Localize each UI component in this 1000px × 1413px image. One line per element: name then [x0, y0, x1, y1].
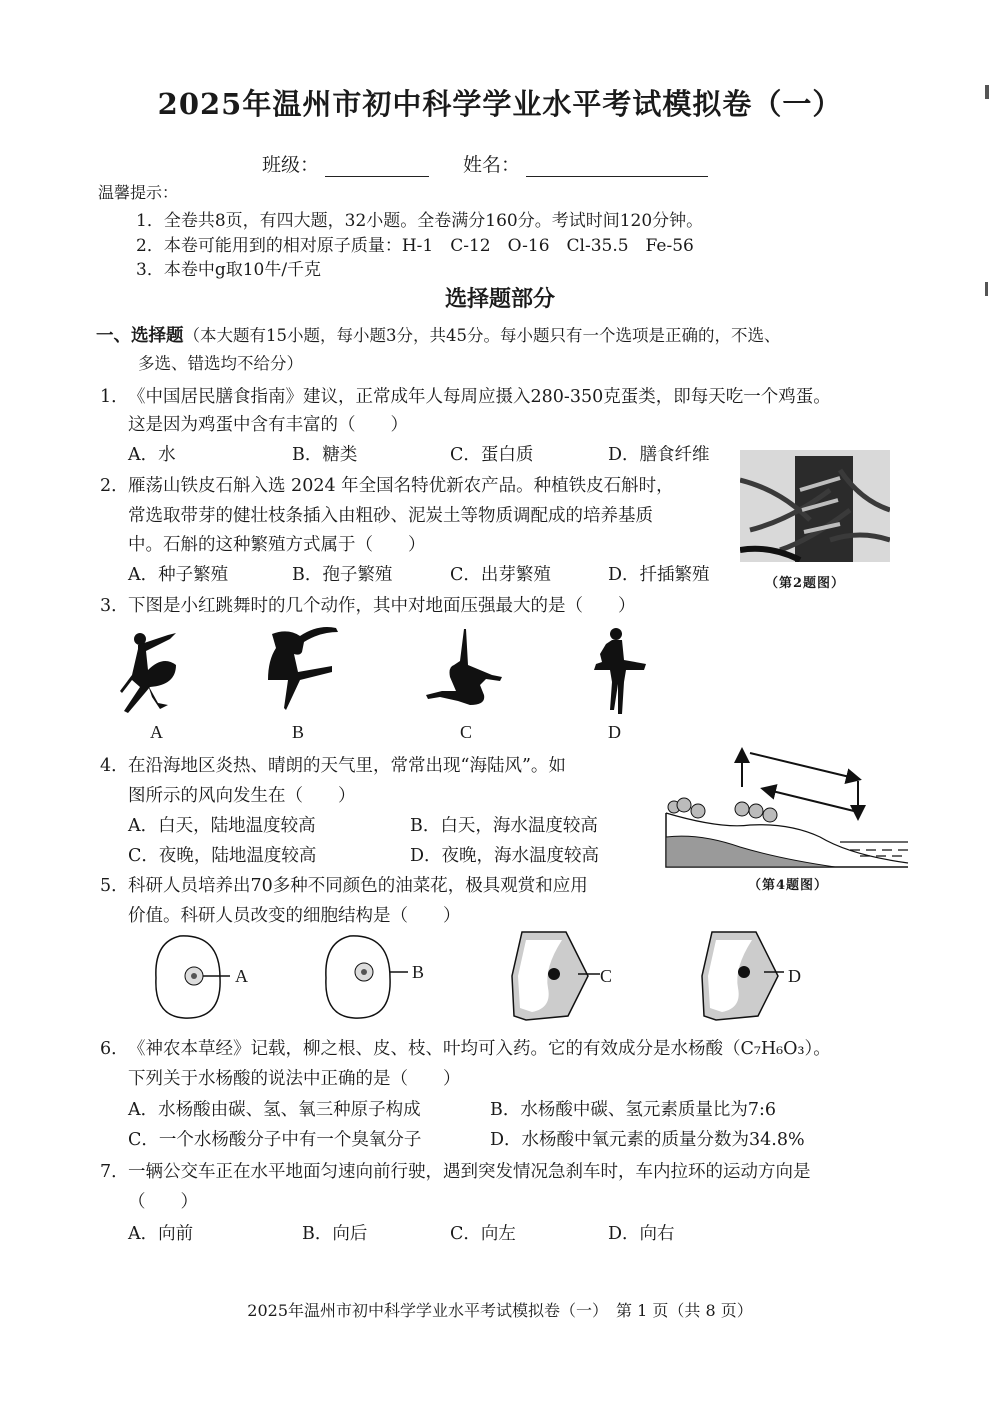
option-c[interactable]: C．出芽繁殖: [450, 565, 551, 585]
option-c[interactable]: C．向左: [450, 1224, 516, 1244]
question-number: 2．: [100, 476, 129, 496]
option-c[interactable]: C．夜晚，陆地温度较高: [128, 846, 317, 866]
name-label: 姓名：: [463, 154, 521, 176]
dancer-a-figure: [118, 625, 208, 715]
left-arrow-icon: [764, 789, 854, 811]
option-b[interactable]: B．孢子繁殖: [292, 565, 393, 585]
question-text: 下图是小红跳舞时的几个动作，其中对地面压强最大的是（ ）: [128, 596, 636, 616]
figure-label: A: [235, 966, 248, 986]
option-c[interactable]: C．一个水杨酸分子中有一个臭氧分子: [128, 1130, 422, 1150]
tip-item: 2．本卷可能用到的相对原子质量：H-1 C-12 O-16 Cl-35.5 Fe-56: [136, 236, 694, 256]
class-field[interactable]: [325, 154, 429, 177]
question-text: 一辆公交车正在水平地面匀速向前行驶，遇到突发情况急刹车时，车内拉环的运动方向是: [128, 1162, 811, 1182]
question-text: 常选取带芽的健壮枝条插入由粗砂、泥炭土等物质调配成的培养基质: [128, 506, 653, 526]
option-c[interactable]: C．蛋白质: [450, 445, 534, 465]
section-title: 选择题部分: [444, 287, 555, 312]
option-b[interactable]: B．水杨酸中碳、氢元素质量比为7:6: [490, 1100, 777, 1120]
figure-label: B: [412, 962, 425, 982]
option-a[interactable]: A．水: [128, 445, 176, 465]
option-a[interactable]: A．向前: [128, 1224, 194, 1244]
plant-cell-c-diagram: [508, 928, 608, 1028]
figure-label: C: [460, 722, 473, 742]
dancer-d-figure: [588, 622, 658, 720]
question-text: （ ）: [128, 1192, 198, 1212]
option-a[interactable]: A．种子繁殖: [128, 565, 229, 585]
part-label: 一、选择题: [96, 326, 184, 346]
animal-cell-a-diagram: [150, 932, 240, 1024]
part-desc-2: 多选、错选均不给分）: [138, 354, 303, 373]
figure-label: C: [600, 966, 613, 986]
name-field[interactable]: [526, 154, 708, 177]
student-info: [262, 150, 708, 177]
right-arrow-icon: [750, 753, 858, 779]
sea-land-breeze-diagram: [660, 745, 910, 870]
tips-heading: 温馨提示：: [98, 183, 179, 202]
page-title: 2025年温州市初中科学学业水平考试模拟卷（一）: [157, 87, 843, 121]
figure-caption: （第2题图）: [765, 576, 846, 591]
part-heading: [96, 322, 781, 347]
dancer-c-figure: [420, 625, 520, 715]
question-text: 这是因为鸡蛋中含有丰富的（ ）: [128, 415, 408, 435]
question-text: 科研人员培养出70多种不同颜色的油菜花，极具观赏和应用: [128, 876, 588, 896]
option-a[interactable]: A．水杨酸由碳、氢、氧三种原子构成: [128, 1100, 421, 1120]
figure-label: D: [788, 966, 801, 986]
tip-item: 1．全卷共8页，有四大题，32小题。全卷满分160分。考试时间120分钟。: [136, 211, 704, 231]
question-number: 1．: [100, 387, 129, 407]
question-text: 雁荡山铁皮石斛入选 2024 年全国名特优新农产品。种植铁皮石斛时，: [128, 476, 674, 496]
option-d[interactable]: D．水杨酸中氧元素的质量分数为34.8%: [490, 1130, 805, 1150]
option-d[interactable]: D．向右: [608, 1224, 675, 1244]
animal-cell-b-diagram: [320, 932, 420, 1024]
question-text: 在沿海地区炎热、晴朗的天气里，常常出现“海陆风”。如: [128, 756, 566, 776]
figure-caption: （第4题图）: [748, 878, 829, 893]
question-number: 7．: [100, 1162, 129, 1182]
plant-cell-d-diagram: [698, 928, 788, 1028]
question-text: 图所示的风向发生在（ ）: [128, 786, 356, 806]
dancer-b-figure: [258, 620, 348, 715]
page-footer: 2025年温州市初中科学学业水平考试模拟卷（一） 第 1 页（共 8 页）: [247, 1301, 753, 1320]
class-label: 班级：: [262, 154, 320, 176]
option-b[interactable]: B．向后: [302, 1224, 368, 1244]
option-a[interactable]: A．白天，陆地温度较高: [128, 816, 316, 836]
option-d[interactable]: D．夜晚，海水温度较高: [410, 846, 600, 866]
question-number: 4．: [100, 756, 129, 776]
question-text: 下列关于水杨酸的说法中正确的是（ ）: [128, 1069, 461, 1089]
option-d[interactable]: D．膳食纤维: [608, 445, 710, 465]
question-number: 3．: [100, 596, 129, 616]
figure-label: A: [150, 722, 163, 742]
question-text: 《神农本草经》记载，柳之根、皮、枝、叶均可入药。它的有效成分是水杨酸（C₇H₆O₃）。: [128, 1039, 831, 1059]
question-text: 《中国居民膳食指南》建议，正常成年人每周应摄入280-350克蛋类，即每天吃一个鸡蛋。: [128, 387, 831, 407]
scan-mark: [985, 85, 989, 99]
question-number: 5．: [100, 876, 129, 896]
question-text: 价值。科研人员改变的细胞结构是（ ）: [128, 906, 461, 926]
scan-mark: [985, 282, 988, 296]
option-b[interactable]: B．糖类: [292, 445, 358, 465]
part-desc: （本大题有15小题，每小题3分，共45分。每小题只有一个选项是正确的，不选、: [183, 326, 781, 345]
question-number: 6．: [100, 1039, 129, 1059]
figure-label: D: [608, 722, 621, 742]
figure-label: B: [292, 722, 305, 742]
option-d[interactable]: D．扦插繁殖: [608, 565, 710, 585]
option-b[interactable]: B．白天，海水温度较高: [410, 816, 598, 836]
dendrobium-photo: [740, 450, 890, 562]
tip-item: 3．本卷中g取10牛/千克: [136, 260, 322, 280]
question-text: 中。石斛的这种繁殖方式属于（ ）: [128, 535, 426, 555]
